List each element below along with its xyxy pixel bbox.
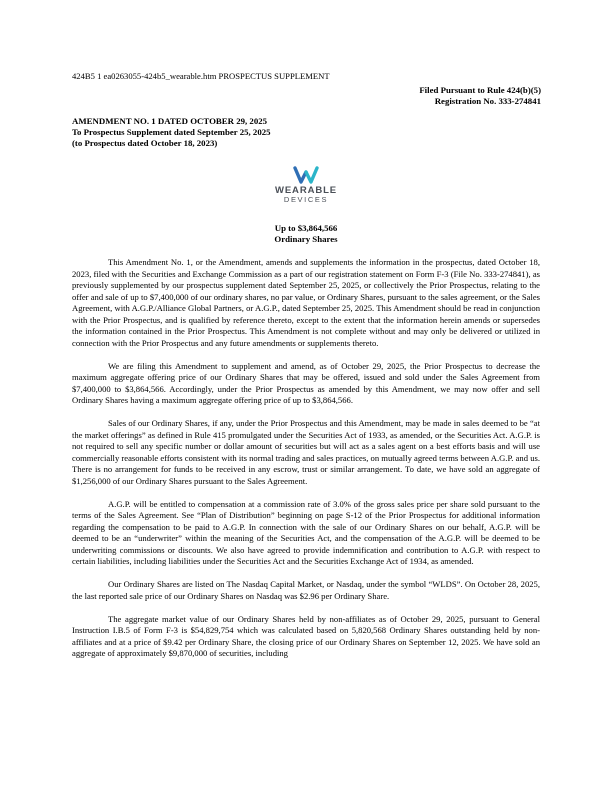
logo-word-devices: DEVICES [283,195,329,204]
paragraph-amendment-intro: This Amendment No. 1, or the Amendment, amends and supplements the information in the prospectus, dated October 18, 2023, filed with the Securities and Exchange Commission as a part of our registration statement on Form F-3 (File No. 333-274841), as previously supplemented by our prospectus supplement dated September 25, 2025, or collectively the Prior Prospectus, relating to the offer and sale of up to $7,400,000 of our ordinary shares, no par value, or Ordinary Shares, pursuant to the sales agreement, or the Sales Agreement, with A.G.P./Alliance Global Partners, or A.G.P., dated September 25, 2025. This Amendment should be read in conjunction with the Prior Prospectus, and is qualified by reference thereto, except to the extent that the information herein amends or supersedes the information contained in the Prior Prospectus. This Amendment is not complete without and may only be delivered or utilized in connection with the Prior Prospectus and any future amendments or supplements thereto. [72,257,540,348]
company-logo [262,166,350,208]
logo-word-wearable: WEARABLE [274,185,338,196]
filed-pursuant-rule: Filed Pursuant to Rule 424(b)(5) [419,85,541,95]
document-body [72,257,540,671]
paragraph-market-value: The aggregate market value of our Ordinary Shares held by non-affiliates as of October 29, 2025, pursuant to General Instruction I.B.5 of Form F-3 is $54,829,754 which was calculated based on 5,820,568 Ordinary Shares outstanding held by non-affiliates and at a price of $9.42 per Ordinary Share, the closing price of our Ordinary Shares on September 12, 2025. We have sold an aggregate of approximately $9,870,000 of securities, including [72,613,540,658]
amendment-to-supplement: To Prospectus Supplement dated September 25, 2025 [72,127,271,137]
amendment-to-prospectus: (to Prospectus dated October 18, 2023) [72,138,218,148]
amendment-title: AMENDMENT NO. 1 DATED OCTOBER 29, 2025 [72,116,268,126]
wearable-devices-logo-mark [293,166,319,184]
paragraph-compensation: A.G.P. will be entitled to compensation at a commission rate of 3.0% of the gross sales price per share sold pursuant to the terms of the Sales Agreement. See “Plan of Distribution” beginning on page S-12 of the Prior Prospectus for additional information regarding the compensation to be paid to A.G.P. In connection with the sale of our Ordinary Shares on our behalf, A.G.P. will be deemed to be an “underwriter” within the meaning of the Securities Act, and the compensation of the A.G.P. will be deemed to be underwriting commissions or discounts. We also have agreed to provide indemnification and contribution to A.G.P. with respect to certain liabilities, including liabilities under the Securities Act and the Securities Exchange Act of 1934, as amended. [72,498,540,566]
offering-security: Ordinary Shares [274,234,338,244]
offering-amount: Up to $3,864,566 [274,223,338,233]
offering-heading [0,223,612,245]
filing-info [419,85,541,107]
amendment-heading [72,116,271,149]
paragraph-purpose: We are filing this Amendment to supplement and amend, as of October 29, 2025, the Prior Prospectus to decrease the maximum aggregate offering price of our Ordinary Shares that may be offered, issued and sold under the Sales Agreement from $7,400,000 to $3,864,566. Accordingly, under the Prior Prospectus as amended by this Amendment, we may now offer and sell Ordinary Shares having a maximum aggregate offering price of up to $3,864,566. [72,360,540,405]
file-name-line: 424B5 1 ea0263055-424b5_wearable.htm PROSPECTUS SUPPLEMENT [72,71,330,81]
paragraph-sales: Sales of our Ordinary Shares, if any, under the Prior Prospectus and this Amendment, may be made in sales deemed to be “at the market offerings” as defined in Rule 415 promulgated under the Securities Act of 1933, as amended, or the Securities Act. A.G.P. is not required to sell any specific number or dollar amount of securities but will act as a sales agent on a best efforts basis and will use commercially reasonable efforts consistent with its normal trading and sales practices, on mutually agreed terms between A.G.P. and us. There is no arrangement for funds to be received in any escrow, trust or similar arrangement. To date, we have sold an aggregate of $1,256,000 of our Ordinary Shares pursuant to the Sales Agreement. [72,418,540,486]
paragraph-listing: Our Ordinary Shares are listed on The Nasdaq Capital Market, or Nasdaq, under the symbol “WLDS”. On October 28, 2025, the last reported sale price of our Ordinary Shares on Nasdaq was $2.96 per Ordinary Share. [72,579,540,601]
registration-number: Registration No. 333-274841 [434,96,541,106]
